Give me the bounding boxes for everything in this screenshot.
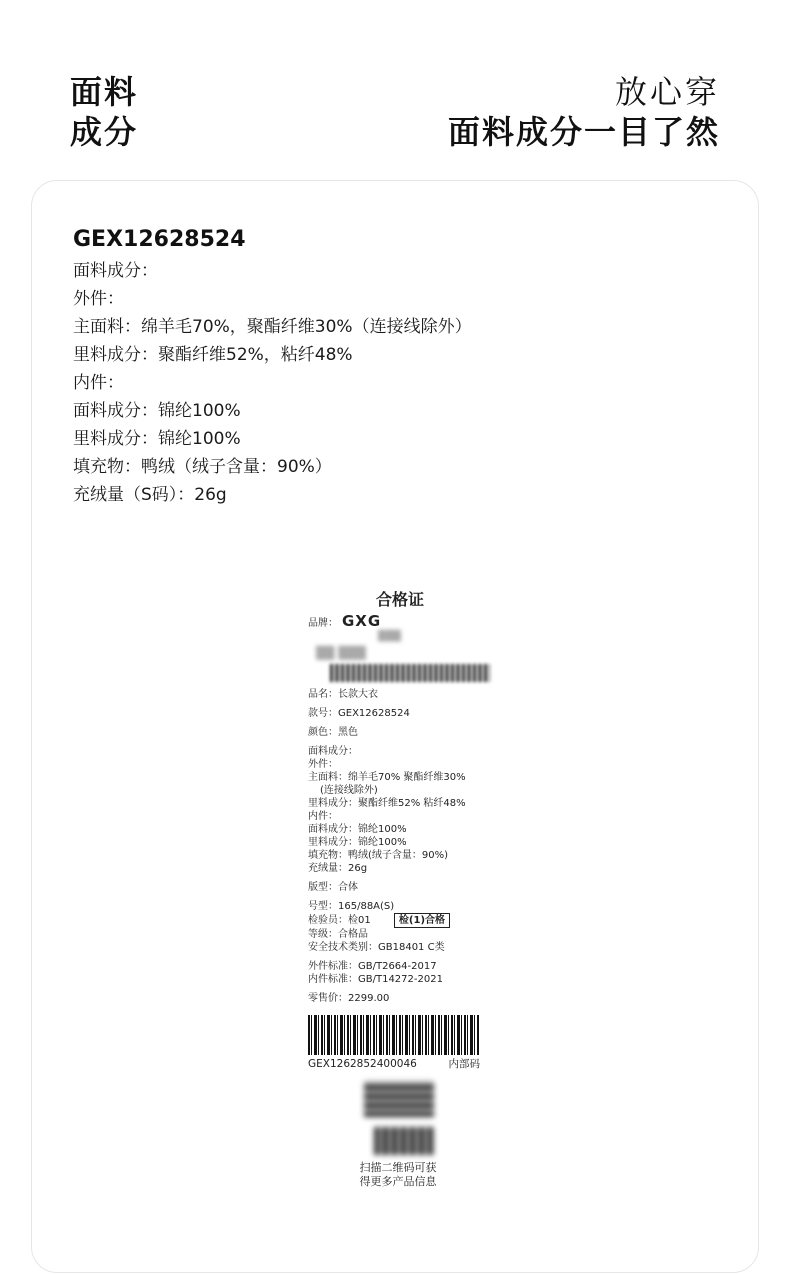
spec-line: 主面料：绵羊毛70%，聚酯纤维30%（连接线除外）: [73, 317, 472, 337]
tag-inspector-row: [308, 913, 488, 928]
tag-composition-line: 里料成分：聚酯纤维52% 粘纤48%: [308, 798, 466, 809]
spec-line: 里料成分：锦纶100%: [73, 429, 241, 449]
tag-composition-line: 填充物：鸭绒(绒子含量：90%): [308, 850, 449, 861]
tag-composition-line: 内件：: [308, 811, 338, 822]
header-tagline-sub: 放心穿: [614, 73, 720, 111]
spec-line: 面料成分：锦纶100%: [73, 401, 241, 421]
tag-color: 颜色：黑色: [308, 727, 358, 738]
header-title: [70, 72, 138, 152]
tag-safety: 安全技术类别：GB18401 C类: [308, 942, 445, 953]
tag-composition-line: 主面料：绵羊毛70% 聚酯纤维30%: [308, 772, 466, 783]
composition-card: [31, 180, 759, 1273]
tag-size: 号型：165/88A(S): [308, 901, 395, 912]
tag-price: 零售价：2299.00: [308, 993, 390, 1004]
brand-row: [308, 612, 488, 630]
spec-line: 填充物：鸭绒（绒子含量：90%）: [73, 457, 332, 477]
scan-hint-line2: 得更多产品信息: [359, 1175, 437, 1188]
blurred-code: [364, 1081, 434, 1117]
inspection-stamp: 检(1)合格: [394, 913, 450, 928]
barcode: [308, 1015, 480, 1055]
header-tagline: [448, 72, 720, 152]
tag-composition-line: (连接线除外): [320, 785, 378, 796]
tag-fit: 版型：合体: [308, 882, 358, 893]
brand-logo: GXG: [342, 612, 382, 630]
barcode-caption: [308, 1058, 480, 1071]
tag-title: 合格证: [375, 590, 424, 609]
spec-line: 内件：: [73, 373, 124, 393]
spec-line: 里料成分：聚酯纤维52%，粘纤48%: [73, 345, 353, 365]
sku-code: GEX12628524: [73, 227, 246, 252]
header-title-line1: 面料: [70, 73, 139, 111]
tag-standard-inner: 内件标准：GB/T14272-2021: [308, 974, 443, 985]
brand-label: 品牌：: [308, 618, 338, 629]
tag-composition-line: 面料成分：: [308, 746, 358, 757]
tag-composition-line: 充绒量：26g: [308, 863, 368, 874]
spec-line: 充绒量（S码）：26g: [73, 485, 227, 505]
tag-product-name: 品名：长款大衣: [308, 689, 378, 700]
spec-line: 外件：: [73, 289, 124, 309]
blurred-text: ▒▒▒: [378, 631, 402, 642]
tag-inspector: 检验员：检01: [308, 915, 371, 926]
tag-style-no: 款号：GEX12628524: [308, 708, 410, 719]
composition-spec: [73, 223, 472, 509]
scan-hint-line1: 扫描二维码可获: [359, 1161, 437, 1174]
scan-hint: [308, 1161, 488, 1189]
tag-composition-line: 面料成分：锦纶100%: [308, 824, 407, 835]
spec-line: 面料成分：: [73, 261, 158, 281]
certificate-tag: [308, 589, 488, 1189]
internal-code-label: 内部码: [448, 1058, 480, 1070]
header-tagline-main: 面料成分一目了然: [447, 113, 720, 151]
header-title-line2: 成分: [70, 113, 139, 151]
tag-composition-line: 外件：: [308, 759, 338, 770]
blurred-qr-code: [374, 1127, 434, 1155]
blurred-text: ▒▒ ▒▒▒: [316, 646, 366, 660]
tag-composition-line: 里料成分：锦纶100%: [308, 837, 407, 848]
tag-grade: 等级：合格品: [308, 929, 368, 940]
tag-standard-outer: 外件标准：GB/T2664-2017: [308, 961, 437, 972]
barcode-number: GEX1262852400046: [308, 1058, 417, 1070]
blurred-barcode: [330, 664, 490, 682]
